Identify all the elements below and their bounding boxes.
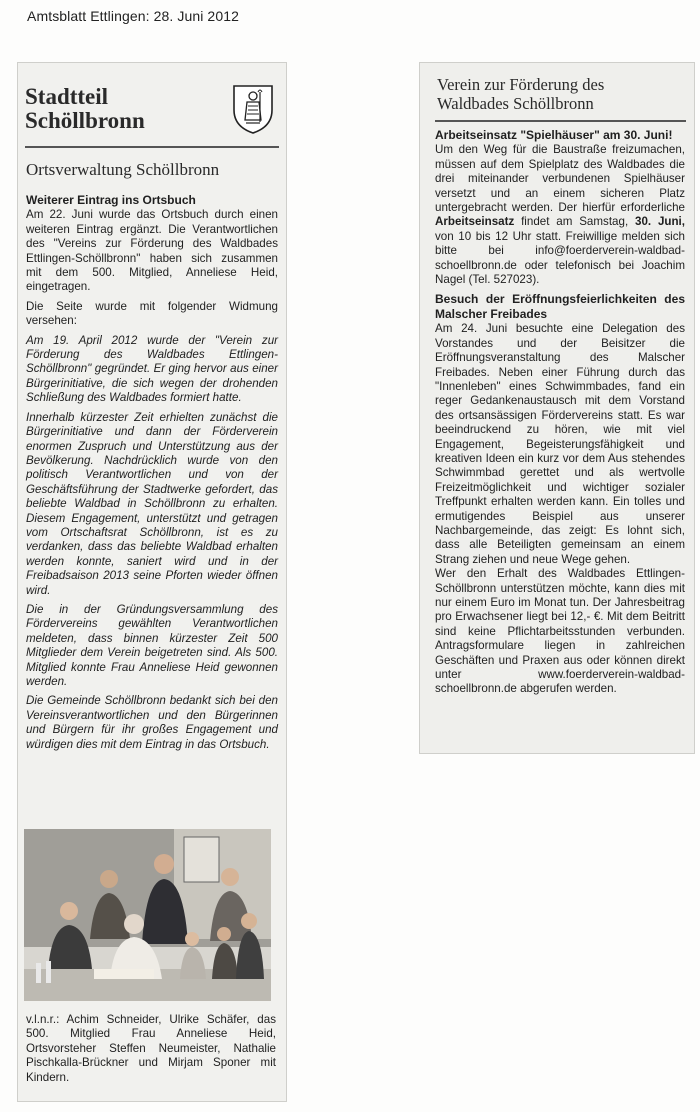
dedication-paragraph: Die in der Gründungsversammlung des Fördervereins gewählten Verantwortlichen meldeten, dass binnen kürzester Zeit 500 Mitglieder dem Verein beigetreten sind. Als 500. Mitglied konnte Frau Anneliese Heid gewonnen werden. — [26, 602, 278, 688]
paragraph: Am 24. Juni besuchte eine Delegation des Vorstandes und der Beisitzer die Eröffnungsveranstaltung des Malscher Freibades. Neben einer Führung durch das "Innenleben" eines Schwimmbades, fand ein reger Gedankenaustausch mit dem Vorstand des ortsansässigen Fördervereins statt. Es war beeindruckend zu hören, wie mit viel Engagement, Begeisterungsfähigkeit und kreativen Ideen ein kurz vor dem Aus stehendes Schwimmbad gerettet und als wertvolle Freizeitmöglichkeit und wichtiger sozialer Treffpunkt erhalten werden kann. Ein tolles und ermutigendes Beispiel aus unserer Nachbargemeinde, das zeigt: Es lohnt sich, dass alle Beteiligten gemeinsam an einem Strang ziehen und neue Wege gehen. — [435, 322, 685, 566]
paragraph: Am 22. Juni wurde das Ortsbuch durch einen weiteren Eintrag ergänzt. Die Verantwortlichen des "Vereins zur Förderung des Waldbades Ettlingen-Schöllbronn" haben sich zusammen mit dem 500. Mitglied, Anneliese Heid, eingetragen. — [26, 208, 278, 294]
dedication-paragraph: Die Gemeinde Schöllbronn bedankt sich bei den Vereinsverantwortlichen und den Bürgerinnen und Bürgern für ihr großes Engagement und würdigen dies mit dem Eintrag in das Ortsbuch. — [26, 694, 278, 751]
article-body — [435, 128, 685, 702]
section-title: Stadtteil Schöllbronn — [25, 84, 145, 133]
ortsverwaltung-article — [17, 62, 287, 1102]
divider — [435, 120, 686, 122]
article-subheading: Besuch der Eröffnungsfeierlichkeiten des Malscher Freibades — [435, 292, 685, 321]
group-photo-illustration — [24, 829, 271, 1001]
foerderverein-article — [419, 62, 695, 754]
photo-caption: v.l.n.r.: Achim Schneider, Ulrike Schäfer, das 500. Mitglied Frau Anneliese Heid, Ortsvorsteher Steffen Neumeister, Nathalie Pischkalla-Brückner und Mirjam Sponer mit Kindern. — [26, 1013, 276, 1084]
article-subheading: Weiterer Eintrag ins Ortsbuch — [26, 193, 196, 207]
paragraph: Wer den Erhalt des Waldbades Ettlingen-Schöllbronn unterstützen möchte, kann dies mit nur einem Euro im Monat tun. Der Jahresbeitrag pro Erwachsener liegt bei 12,- €. Mit dem Beitritt sind keine Pflichtarbeitsstunden verbunden. Antragsformulare liegen in zahlreichen Geschäften und Praxen aus oder können direkt unter www.foerderverein-waldbad-schoellbronn.de abgerufen werden. — [435, 567, 685, 696]
group-photo — [24, 829, 271, 1001]
paragraph: Um den Weg für die Baustraße freizumachen, müssen auf dem Spielplatz des Waldbades die drei miteinander verbundenen Spielhäuser versetzt und an einem sicheren Platz untergebracht werden. Der hierfür erforderliche Arbeitseinsatz findet am Samstag, 30. Juni, von 10 bis 12 Uhr statt. Freiwillige melden sich bitte bei info@foerderverein-waldbad-schoellbronn.de oder telefonisch bei Joachim Nagel (Tel. 527023). — [435, 143, 685, 287]
paragraph: Die Seite wurde mit folgender Widmung versehen: — [26, 299, 278, 328]
divider — [25, 146, 279, 148]
article-title: Verein zur Förderung des Waldbades Schöllbronn — [437, 75, 605, 113]
newspaper-header: Amtsblatt Ettlingen: 28. Juni 2012 — [27, 8, 239, 24]
article-subheading: Arbeitseinsatz "Spielhäuser" am 30. Juni! — [435, 128, 673, 142]
dedication-paragraph: Innerhalb kürzester Zeit erhielten zunächst die Bürgerinitiative und dann der Förderverein enormen Zuspruch und Unterstützung aus der Bevölkerung. Nachdrücklich wurde von den politisch Verantwortlichen und von der Geschäftsführung der Stadtwerke gefordert, das beliebte Waldbad in Schöllbronn zu erhalten. Diesem Engagement, unterstützt und getragen vom Ortschaftsrat Schöllbronn, ist es zu verdanken, dass das beliebte Waldbad erhalten werden konnte, saniert wird und in der Freibadsaison 2013 seine Pforten wieder öffnen wird. — [26, 410, 278, 597]
coat-of-arms-icon — [232, 82, 274, 134]
dedication-paragraph: Am 19. April 2012 wurde der "Verein zur Förderung des Waldbades Ettlingen-Schöllbronn" gegründet. Er ging hervor aus einer Bürgerinitiative, die sich wegen der drohenden Schließung des Waldbades formiert hatte. — [26, 333, 278, 405]
section-header — [18, 63, 286, 141]
article-body — [26, 193, 278, 757]
article-heading: Ortsverwaltung Schöllbronn — [26, 160, 220, 179]
